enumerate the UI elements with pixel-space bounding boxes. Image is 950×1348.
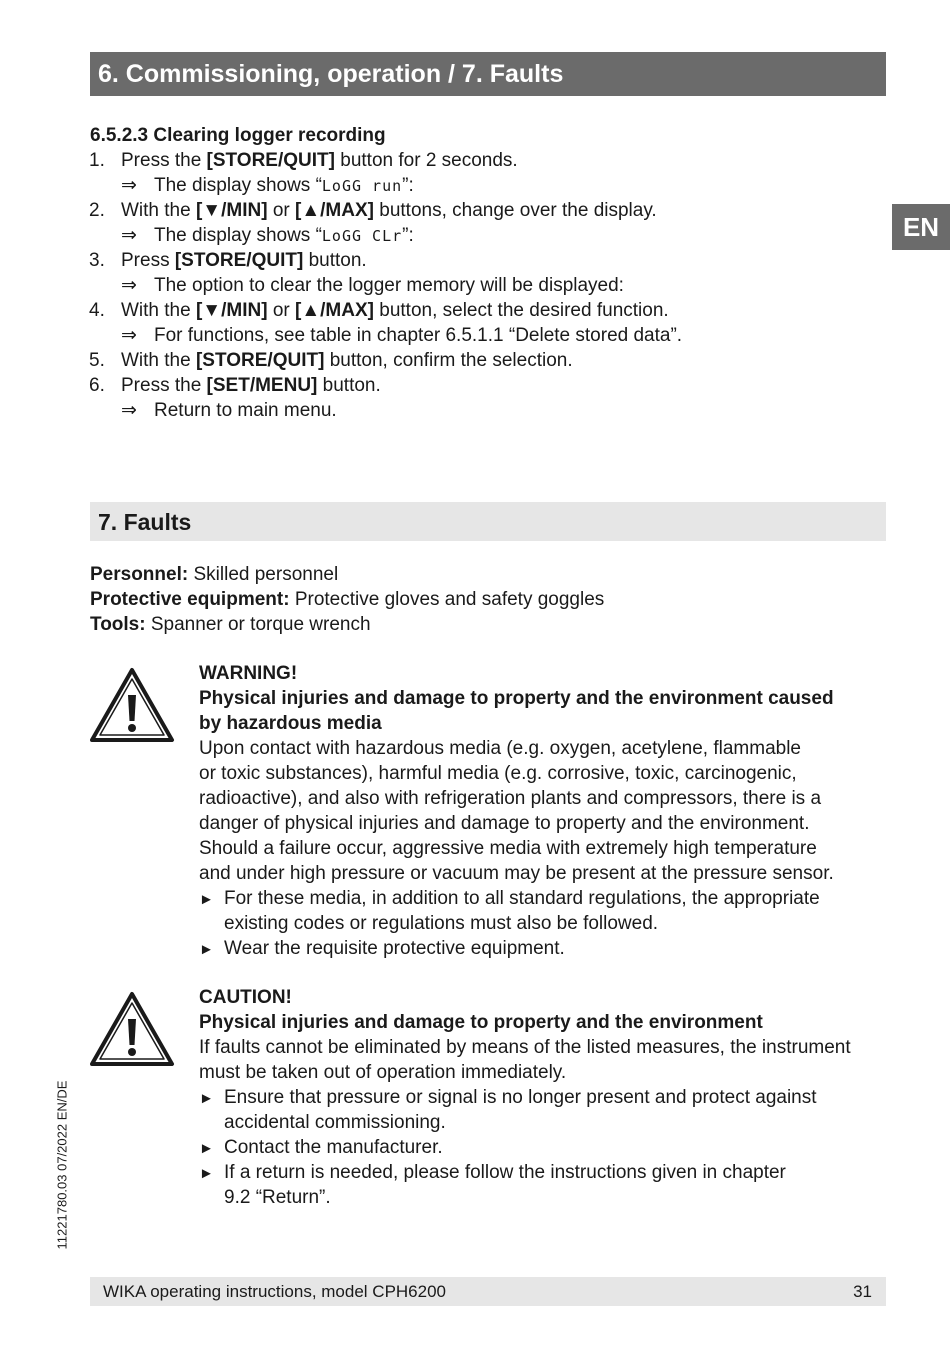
result-arrow-icon: ⇒ — [121, 400, 137, 421]
caution-bullet: ► Ensure that pressure or signal is no longer present and protect against — [199, 1085, 817, 1111]
result-arrow-icon: ⇒ — [121, 325, 137, 346]
warning-body-line: Upon contact with hazardous media (e.g. oxygen, acetylene, flammable — [199, 738, 801, 759]
warning-title-line-2: by hazardous media — [199, 713, 382, 734]
lcd-display-text: LoGG CLr — [321, 227, 403, 245]
caution-body-line: must be taken out of operation immediately. — [199, 1062, 567, 1083]
caution-triangle-icon — [89, 991, 175, 1067]
section-title-faults: 7. Faults — [90, 502, 886, 541]
warning-body-line: Should a failure occur, aggressive media with extremely high temperature — [199, 838, 817, 859]
step-2-result: ⇒ The display shows “LoGG CLr”: — [121, 225, 414, 246]
footer-title: WIKA operating instructions, model CPH6200 — [103, 1282, 447, 1301]
step-3-result: ⇒ The option to clear the logger memory will be displayed: — [121, 275, 624, 296]
caution-bullet: ► If a return is needed, please follow the instructions given in chapter — [199, 1160, 786, 1186]
step-6-result: ⇒ Return to main menu. — [121, 400, 337, 421]
bullet-triangle-icon: ► — [199, 1090, 214, 1107]
step-3: 3. Press [STORE/QUIT] button. — [89, 250, 367, 271]
warning-body-line: radioactive), and also with refrigeration plants and compressors, there is a — [199, 788, 822, 809]
warning-title-line-1: Physical injuries and damage to property and the environment caused — [199, 688, 834, 709]
warning-signal-word: WARNING! — [199, 663, 298, 684]
warning-body-line: and under high pressure or vacuum may be present at the pressure sensor. — [199, 863, 834, 884]
step-6: 6. Press the [SET/MENU] button. — [89, 375, 381, 396]
step-4-result: ⇒ For functions, see table in chapter 6.5.1.1 “Delete stored data”. — [121, 325, 683, 346]
result-arrow-icon: ⇒ — [121, 275, 137, 296]
caution-signal-word: CAUTION! — [199, 987, 292, 1008]
lcd-display-text: LoGG run — [321, 177, 403, 195]
caution-bullet-continuation: 9.2 “Return”. — [224, 1187, 331, 1208]
page-footer — [90, 1277, 886, 1306]
page-number: 31 — [853, 1282, 872, 1301]
bullet-triangle-icon: ► — [199, 1165, 214, 1182]
warning-bullet: ► Wear the requisite protective equipment. — [199, 936, 565, 962]
protective-equipment-line: Protective equipment: Protective gloves and safety goggles — [90, 589, 605, 610]
caution-bullet: ► Contact the manufacturer. — [199, 1135, 443, 1161]
document-code: 11221780.03 07/2022 EN/DE — [54, 1080, 70, 1250]
step-5: 5. With the [STORE/QUIT] button, confirm the selection. — [89, 350, 573, 371]
tools-line: Tools: Spanner or torque wrench — [90, 614, 371, 635]
personnel-line: Personnel: Skilled personnel — [90, 564, 339, 585]
result-arrow-icon: ⇒ — [121, 225, 137, 246]
bullet-triangle-icon: ► — [199, 891, 214, 908]
caution-body-line: If faults cannot be eliminated by means of the listed measures, the instrument — [199, 1037, 851, 1058]
result-arrow-icon: ⇒ — [121, 175, 137, 196]
step-2: 2. With the [▼/MIN] or [▲/MAX] buttons, change over the display. — [89, 200, 657, 221]
bullet-triangle-icon: ► — [199, 1140, 214, 1157]
language-tab: EN — [892, 204, 950, 250]
step-4: 4. With the [▼/MIN] or [▲/MAX] button, select the desired function. — [89, 300, 669, 321]
warning-triangle-icon — [89, 667, 175, 743]
page-header-title: 6. Commissioning, operation / 7. Faults — [90, 52, 886, 96]
warning-bullet: ► For these media, in addition to all standard regulations, the appropriate — [199, 886, 820, 912]
warning-bullet-continuation: existing codes or regulations must also be followed. — [224, 913, 659, 934]
bullet-triangle-icon: ► — [199, 941, 214, 958]
step-1: 1. Press the [STORE/QUIT] button for 2 seconds. — [89, 150, 518, 171]
step-1-result: ⇒ The display shows “LoGG run”: — [121, 175, 414, 196]
subsection-heading: 6.5.2.3 Clearing logger recording — [90, 125, 386, 146]
caution-title: Physical injuries and damage to property and the environment — [199, 1012, 763, 1033]
caution-bullet-continuation: accidental commissioning. — [224, 1112, 446, 1133]
warning-body-line: or toxic substances), harmful media (e.g. corrosive, toxic, carcinogenic, — [199, 763, 797, 784]
warning-body-line: danger of physical injuries and damage to property and the environment. — [199, 813, 810, 834]
